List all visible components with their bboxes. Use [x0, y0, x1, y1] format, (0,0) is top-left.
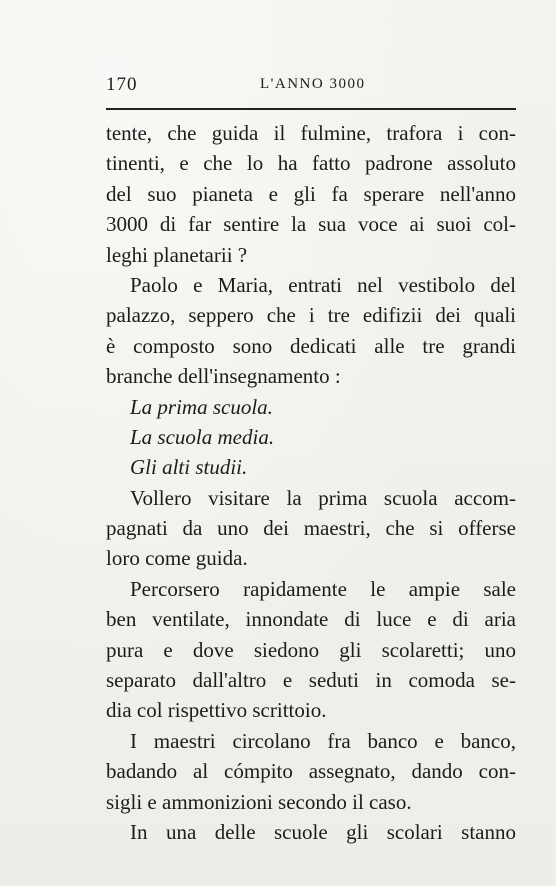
text-line: badando al cómpito assegnato, dando con- — [106, 759, 516, 784]
text-line: dia col rispettivo scrittoio. — [106, 698, 327, 723]
text-line: Percorsero rapidamente le ampie sale — [130, 576, 516, 601]
text-line-italic: La prima scuola. — [130, 394, 273, 419]
text-line: ben ventilate, innondate di luce e di aria — [106, 607, 516, 632]
header-rule — [106, 108, 516, 110]
text-line: separato dall'altro e seduti in comoda se- — [106, 668, 516, 693]
text-line: branche dell'insegnamento : — [106, 364, 341, 389]
text-line: Vollero visitare la prima scuola accom- — [130, 485, 516, 510]
running-head: L'ANNO 3000 — [260, 76, 366, 92]
text-line: 3000 di far sentire la sua voce ai suoi col- — [106, 212, 516, 237]
text-line: loro come guida. — [106, 546, 248, 571]
text-line: tente, che guida il fulmine, trafora i con- — [106, 121, 516, 145]
page-header — [106, 74, 516, 100]
text-line: del suo pianeta e gli fa sperare nell'anno — [106, 181, 516, 206]
text-line: Paolo e Maria, entrati nel vestibolo del — [130, 272, 516, 297]
body-text — [106, 118, 516, 847]
text-line-italic: Gli alti studii. — [130, 455, 248, 480]
text-line: palazzo, seppero che i tre edifizii dei quali — [106, 303, 516, 328]
text-line: I maestri circolano fra banco e banco, — [130, 728, 516, 753]
page-number: 170 — [106, 74, 138, 95]
text-line: pura e dove siedono gli scolaretti; uno — [106, 637, 516, 662]
text-line: tinenti, e che lo ha fatto padrone assoluto — [106, 151, 516, 176]
text-line: In una delle scuole gli scolari stanno — [130, 819, 516, 844]
text-line-italic: La scuola media. — [130, 424, 275, 449]
text-line: leghi planetarii ? — [106, 242, 248, 267]
text-line: è composto sono dedicati alle tre grandi — [106, 333, 516, 358]
text-line: pagnati da uno dei maestri, che si offerse — [106, 516, 516, 541]
text-line: sigli e ammonizioni secondo il caso. — [106, 789, 412, 814]
